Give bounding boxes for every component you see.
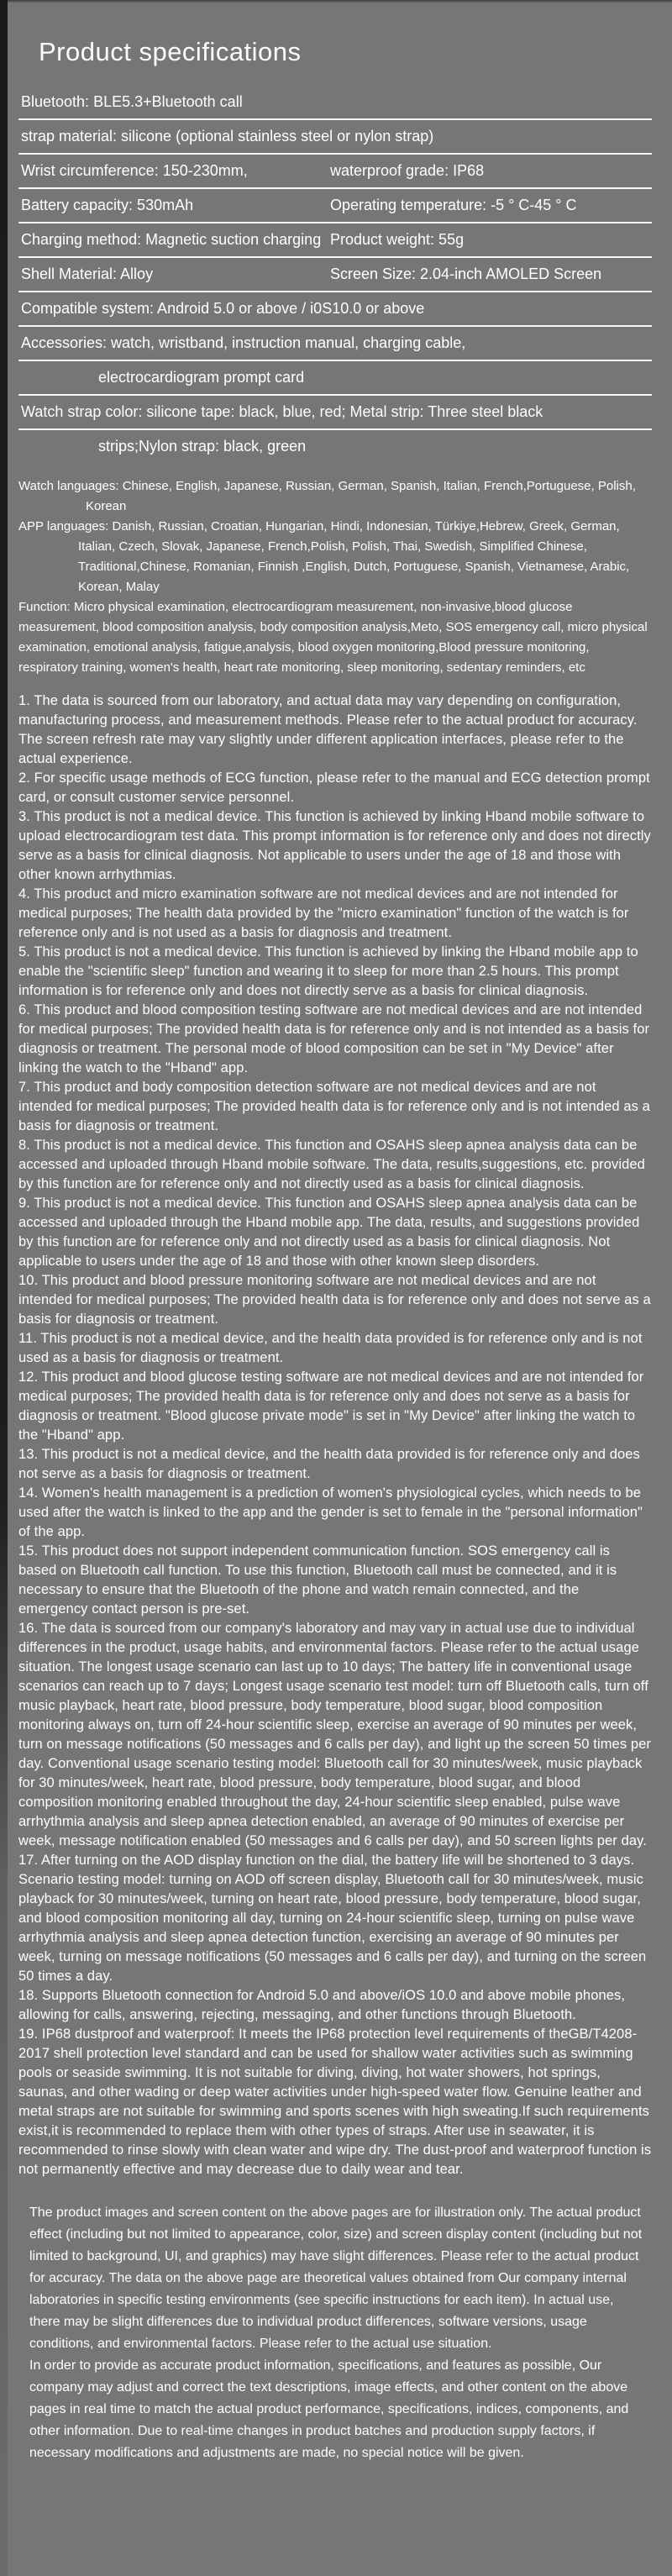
spec-row-wrist-waterproof — [18, 155, 652, 189]
spec-row-bluetooth — [18, 86, 652, 120]
function-value: Micro physical examination, electrocardiogram measurement, non-invasive,blood glucose measurement, blood composition analysis, body composition analysis,Meto, SOS emergency call, micro physical examination, emotional analysis, fatigue,analysis, blood oxygen monitoring,Blood pressure monitoring, respiratory training, women's health, heart rate monitoring, sleep monitoring, sedentary reminders, etc — [18, 600, 648, 675]
spec-text: Compatible system: Android 5.0 or above / i0S10.0 or above — [21, 300, 425, 317]
notes-list — [18, 691, 652, 2179]
spec-row-accessories-cont — [18, 361, 652, 396]
app-languages-label: APP languages: — [18, 519, 109, 534]
note-item-4: 4. This product and micro examination software are not medical devices and are not intended for medical purposes; The health data provided by the "micro examination" function of the watch is for reference only and is not used as a basis for diagnosis and treatment. — [18, 886, 629, 940]
page-title: Product specifications — [39, 37, 302, 66]
note-item-19: 19. IP68 dustproof and waterproof: It meets the IP68 protection level requirements of theGB/T4208-2017 shell protection level standard and can be used for shallow water activities such as swimming pools or seaside swimming. It is not suitable for diving, diving, hot water showers, hot springs, saunas, and other wading or deep water activities under high-speed water flow. Genuine leather and metal straps are not suitable for swimming and sports scenes with high sweating.If such requirements exist,it is recommended to replace them with other types of straps. After use in seawater, it is recommended to rinse slowly with clean water and wipe dry. The dust-proof and waterproof function is not permanently effective and may decrease due to daily wear and tear. — [18, 2027, 652, 2177]
disclaimer-block — [18, 2202, 652, 2464]
note-item-13: 13. This product is not a medical device, and the health data provided is for reference only and does not serve as a basis for diagnosis or treatment. — [18, 1447, 640, 1481]
note-item-15: 15. This product does not support independent communication function. SOS emergency call is based on Bluetooth call function. To use this function, Bluetooth call must be connected, and it is necessary to ensure that the Bluetooth of the phone and watch remain connected, and the emergency contact person is pre-set. — [18, 1543, 617, 1617]
note-item-2: 2. For specific usage methods of ECG function, please refer to the manual and ECG detection prompt card, or consult customer service personnel. — [18, 770, 650, 805]
spec-row-shell-screen — [18, 258, 652, 292]
app-languages-value: Danish, Russian, Croatian, Hungarian, Hindi, Indonesian, Türkiye,Hebrew, Greek, German, Italian, Czech, Slovak, Japanese, French,Polish, Polish, Thai, Swedish, Simplified Chinese, Traditional,Chinese, Romanian, Finnish ,English, Dutch, Portuguese, Spanish, Vietnamese, Arabic, Korean, Malay — [78, 519, 630, 594]
note-item-9: 9. This product is not a medical device. This function and OSAHS sleep apnea analysis data can be accessed and uploaded through the Hband mobile app. The data, results, and suggestions provided by this function are for reference only and not directly used as a basis for clinical diagnosis. Not applicable to users under the age of 18 and those with other known sleep disorders. — [18, 1196, 640, 1269]
function-list — [18, 597, 652, 678]
app-languages — [18, 517, 652, 597]
languages-block — [18, 476, 652, 678]
spec-left: Charging method: Magnetic suction charging — [21, 231, 322, 248]
spec-text: Bluetooth: BLE5.3+Bluetooth call — [21, 93, 243, 110]
spec-left: Shell Material: Alloy — [21, 265, 154, 282]
disclaimer-paragraph-1: The product images and screen content on the above pages are for illustration only. The actual product effect (including but not limited to appearance, color, size) and screen display content (including but not limited to background, UI, and graphics) may have slight differences. Please refer to the actual product for accuracy. The data on the above page are theoretical values obtained from Our company internal laboratories in specific testing environments (see specific instructions for each item). In actual use, there may be slight differences due to individual product differences, software versions, usage conditions, and environmental factors. Please refer to the actual use situation. — [29, 2205, 643, 2351]
function-label: Function: — [18, 600, 71, 614]
watch-languages — [18, 476, 652, 517]
note-item-5: 5. This product is not a medical device. This function is achieved by linking the Hband mobile app to enable the "scientific sleep" function and wearing it to sleep for more than 2.5 hours. This prompt information is for reference only and does not directly serve as a basis for clinical diagnosis. — [18, 944, 638, 998]
spec-row-strap-color — [18, 396, 652, 430]
note-item-8: 8. This product is not a medical device. This function and OSAHS sleep apnea analysis data can be accessed and uploaded through Hband mobile software. The data, results,suggestions, etc. provided by this function are for reference only and not directly used as a basis for clinical diagnosis. — [18, 1138, 645, 1191]
spec-text: strips;Nylon strap: black, green — [98, 438, 307, 455]
spec-right: Screen Size: 2.04-inch AMOLED Screen — [329, 265, 602, 282]
disclaimer-paragraph-2: In order to provide as accurate product information, specifications, and features as possible, Our company may adjust and correct the text descriptions, image effects, and other content on the above pages in real time to match the actual product performance, specifications, indices, components, and other information. Due to real-time changes in product batches and production supply factors, if necessary modifications and adjustments are made, no special notice will be given. — [29, 2358, 629, 2460]
note-item-1: 1. The data is sourced from our laboratory, and actual data may vary depending on configuration, manufacturing process, and measurement methods. Please refer to the actual product for accuracy. The screen refresh rate may vary slightly under different application interfaces, please refer to the actual experience. — [18, 693, 638, 766]
watch-languages-value: Chinese, English, Japanese, Russian, German, Spanish, Italian, French,Portuguese, Polish, Korean — [86, 479, 636, 513]
spec-text: electrocardiogram prompt card — [98, 369, 305, 386]
watch-languages-label: Watch languages: — [18, 479, 119, 493]
note-item-11: 11. This product is not a medical device, and the health data provided is for reference only and is not used as a basis for diagnosis or treatment. — [18, 1331, 643, 1365]
note-item-7: 7. This product and body composition detection software are not medical devices and are not intended for medical purposes; The provided health data is for reference only and is not intended as a basis for diagnosis or treatment. — [18, 1080, 650, 1133]
spec-table — [18, 86, 652, 463]
spec-row-compatible-system — [18, 292, 652, 327]
spec-text: Accessories: watch, wristband, instruction manual, charging cable, — [21, 334, 466, 351]
spec-left: Battery capacity: 530mAh — [21, 197, 194, 213]
spec-text: strap material: silicone (optional stainless steel or nylon strap) — [21, 128, 434, 145]
note-item-16: 16. The data is sourced from our company's laboratory and may vary in actual use due to individual differences in the product, usage habits, and environmental factors. Please refer to the actual usage situation. The longest usage scenario can last up to 10 days; The battery life in conventional usage scenarios can reach up to 7 days; Longest usage scenario test model: turn off Bluetooth calls, turn off music playback, heart rate, blood pressure, body temperature, blood sugar, blood composition monitoring always on, turn off 24-hour scientific sleep, exercise an average of 90 minutes per week, turn on message notifications (50 messages and 6 calls per day), and light up the screen 50 times per day. Conventional usage scenario testing model: Bluetooth call for 30 minutes/week, music playback for 30 minutes/week, heart rate, blood pressure, body temperature, blood sugar, and blood composition monitoring enabled throughout the day, 24-hour scientific sleep enabled, pulse wave arrhythmia analysis and sleep apnea detection enabled, an average of 90 minutes of exercise per week, message notification enabled (50 messages and 6 calls per day), and 50 screen lights per day. — [18, 1621, 652, 1848]
spec-right: waterproof grade: IP68 — [329, 162, 485, 179]
note-item-14: 14. Women's health management is a prediction of women's physiological cycles, which needs to be used after the watch is linked to the app and the gender is set to female in the "personal information" of the app. — [18, 1485, 643, 1539]
note-item-6: 6. This product and blood composition testing software are not medical devices and are not intended for medical purposes; The provided health data is for reference only and is not intended as a basis for diagnosis or treatment. The personal mode of blood composition can be set in "My Device" after linking the watch to the "Hband" app. — [18, 1002, 650, 1075]
spec-right: Product weight: 55g — [329, 231, 465, 248]
note-item-3: 3. This product is not a medical device. This function is achieved by linking Hband mobile software to upload electrocardiogram test data. This prompt information is for reference only and does not directly serve as a basis for clinical diagnosis. Not applicable to users under the age of 18 and those with other known arrhythmias. — [18, 809, 651, 882]
spec-row-strap-material — [18, 120, 652, 155]
note-item-12: 12. This product and blood glucose testing software are not medical devices and are not intended for medical purposes; The provided health data is for reference only and does not serve as a basis for diagnosis or treatment. "Blood glucose private mode" is set in "My Device" after linking the watch to the "Hband" app. — [18, 1369, 644, 1443]
note-item-10: 10. This product and blood pressure monitoring software are not medical devices and are not intended for medical purposes; The provided health data is for reference only and does not serve as a basis for diagnosis or treatment. — [18, 1273, 651, 1327]
spec-text: Watch strap color: silicone tape: black, blue, red; Metal strip: Three steel black — [21, 403, 543, 420]
spec-row-charging-weight — [18, 223, 652, 258]
spec-row-battery-temperature — [18, 189, 652, 223]
spec-right: Operating temperature: -5 ° C-45 ° C — [329, 197, 577, 213]
note-item-17: 17. After turning on the AOD display function on the dial, the battery life will be shortened to 3 days. Scenario testing model: turning on AOD off screen display, Bluetooth call for 30 minutes/week, music playback for 30 minutes/week, turning on heart rate, blood pressure, body temperature, blood sugar, and blood composition monitoring all day, turning on 24-hour scientific sleep, turning on pulse wave arrhythmia analysis and sleep apnea detection function, exercising an average of 90 minutes per week, turning on message notifications (50 messages and 6 calls per day), and turning on the screen 50 times a day. — [18, 1853, 647, 1984]
spec-row-strap-color-cont — [18, 430, 652, 463]
spec-left: Wrist circumference: 150-230mm, — [21, 162, 248, 179]
note-item-18: 18. Supports Bluetooth connection for Android 5.0 and above/iOS 10.0 and above mobile phones, allowing for calls, answering, rejecting, messaging, and other functions through Bluetooth. — [18, 1988, 626, 2022]
spec-row-accessories — [18, 327, 652, 361]
